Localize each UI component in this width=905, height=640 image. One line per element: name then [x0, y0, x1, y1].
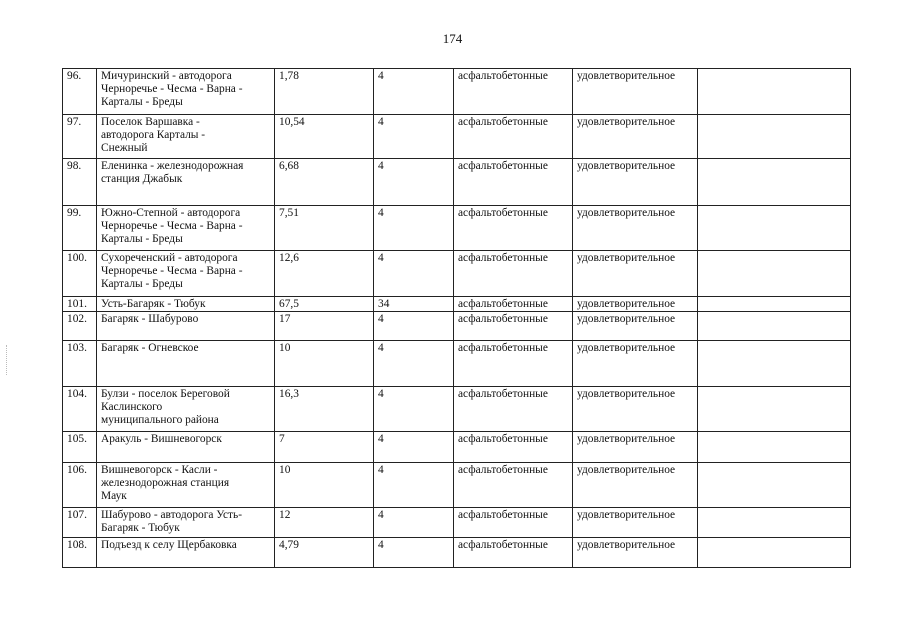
table-row — [63, 508, 851, 538]
condition-cell: удовлетворительное — [573, 432, 698, 463]
lanes-cell: 4 — [374, 538, 454, 568]
road-name-cell: Поселок Варшавка - автодорога Карталы - Снежный — [97, 115, 275, 159]
row-number-cell: 108. — [63, 538, 97, 568]
condition-cell: удовлетворительное — [573, 115, 698, 159]
row-number-cell: 103. — [63, 341, 97, 387]
road-name-cell: Багаряк - Шабурово — [97, 312, 275, 341]
condition-cell: удовлетворительное — [573, 341, 698, 387]
lanes-cell: 4 — [374, 463, 454, 508]
road-name-cell: Шабурово - автодорога Усть- Багаряк - Тюбук — [97, 508, 275, 538]
road-name-cell: Сухореченский - автодорога Черноречье - Чесма - Варна - Карталы - Бреды — [97, 251, 275, 297]
surface-type-cell: асфальтобетонные — [454, 387, 573, 432]
lanes-cell: 4 — [374, 69, 454, 115]
condition-cell: удовлетворительное — [573, 159, 698, 206]
table-row — [63, 538, 851, 568]
roads-table-body — [63, 69, 851, 568]
length-cell: 6,68 — [275, 159, 374, 206]
surface-type-cell: асфальтобетонные — [454, 69, 573, 115]
lanes-cell: 4 — [374, 159, 454, 206]
row-number-cell: 107. — [63, 508, 97, 538]
lanes-cell: 4 — [374, 387, 454, 432]
lanes-cell: 4 — [374, 251, 454, 297]
condition-cell: удовлетворительное — [573, 538, 698, 568]
roads-table — [62, 68, 851, 568]
notes-cell — [698, 432, 851, 463]
length-cell: 7,51 — [275, 206, 374, 251]
surface-type-cell: асфальтобетонные — [454, 159, 573, 206]
notes-cell — [698, 69, 851, 115]
row-number-cell: 101. — [63, 297, 97, 312]
condition-cell: удовлетворительное — [573, 206, 698, 251]
notes-cell — [698, 251, 851, 297]
lanes-cell: 4 — [374, 206, 454, 251]
row-number-cell: 102. — [63, 312, 97, 341]
condition-cell: удовлетворительное — [573, 297, 698, 312]
road-name-cell: Усть-Багаряк - Тюбук — [97, 297, 275, 312]
condition-cell: удовлетворительное — [573, 69, 698, 115]
margin-mark — [6, 345, 9, 375]
row-number-cell: 96. — [63, 69, 97, 115]
road-name-cell: Южно-Степной - автодорога Черноречье - Чесма - Варна - Карталы - Бреды — [97, 206, 275, 251]
lanes-cell: 4 — [374, 115, 454, 159]
condition-cell: удовлетворительное — [573, 251, 698, 297]
length-cell: 17 — [275, 312, 374, 341]
road-name-cell: Булзи - поселок Береговой Каслинского муниципального района — [97, 387, 275, 432]
length-cell: 16,3 — [275, 387, 374, 432]
lanes-cell: 4 — [374, 508, 454, 538]
length-cell: 12,6 — [275, 251, 374, 297]
lanes-cell: 4 — [374, 432, 454, 463]
road-name-cell: Мичуринский - автодорога Черноречье - Чесма - Варна - Карталы - Бреды — [97, 69, 275, 115]
table-row — [63, 251, 851, 297]
surface-type-cell: асфальтобетонные — [454, 538, 573, 568]
length-cell: 4,79 — [275, 538, 374, 568]
table-row — [63, 463, 851, 508]
surface-type-cell: асфальтобетонные — [454, 297, 573, 312]
page-number: 174 — [442, 31, 463, 46]
notes-cell — [698, 341, 851, 387]
notes-cell — [698, 387, 851, 432]
lanes-cell: 4 — [374, 312, 454, 341]
table-row — [63, 312, 851, 341]
length-cell: 67,5 — [275, 297, 374, 312]
notes-cell — [698, 538, 851, 568]
notes-cell — [698, 115, 851, 159]
row-number-cell: 106. — [63, 463, 97, 508]
notes-cell — [698, 508, 851, 538]
notes-cell — [698, 297, 851, 312]
row-number-cell: 98. — [63, 159, 97, 206]
surface-type-cell: асфальтобетонные — [454, 251, 573, 297]
road-name-cell: Вишневогорск - Касли - железнодорожная станция Маук — [97, 463, 275, 508]
lanes-cell: 34 — [374, 297, 454, 312]
surface-type-cell: асфальтобетонные — [454, 432, 573, 463]
road-name-cell: Подъезд к селу Щербаковка — [97, 538, 275, 568]
road-name-cell: Еленинка - железнодорожная станция Джабык — [97, 159, 275, 206]
row-number-cell: 104. — [63, 387, 97, 432]
lanes-cell: 4 — [374, 341, 454, 387]
table-row — [63, 341, 851, 387]
notes-cell — [698, 463, 851, 508]
notes-cell — [698, 312, 851, 341]
surface-type-cell: асфальтобетонные — [454, 115, 573, 159]
surface-type-cell: асфальтобетонные — [454, 508, 573, 538]
condition-cell: удовлетворительное — [573, 463, 698, 508]
notes-cell — [698, 159, 851, 206]
surface-type-cell: асфальтобетонные — [454, 341, 573, 387]
condition-cell: удовлетворительное — [573, 508, 698, 538]
notes-cell — [698, 206, 851, 251]
surface-type-cell: асфальтобетонные — [454, 312, 573, 341]
road-name-cell: Багаряк - Огневское — [97, 341, 275, 387]
road-name-cell: Аракуль - Вишневогорск — [97, 432, 275, 463]
row-number-cell: 99. — [63, 206, 97, 251]
length-cell: 12 — [275, 508, 374, 538]
table-row — [63, 206, 851, 251]
row-number-cell: 97. — [63, 115, 97, 159]
condition-cell: удовлетворительное — [573, 312, 698, 341]
length-cell: 10,54 — [275, 115, 374, 159]
table-row — [63, 432, 851, 463]
row-number-cell: 100. — [63, 251, 97, 297]
length-cell: 1,78 — [275, 69, 374, 115]
surface-type-cell: асфальтобетонные — [454, 463, 573, 508]
table-row — [63, 69, 851, 115]
surface-type-cell: асфальтобетонные — [454, 206, 573, 251]
table-row — [63, 297, 851, 312]
length-cell: 7 — [275, 432, 374, 463]
row-number-cell: 105. — [63, 432, 97, 463]
table-row — [63, 387, 851, 432]
condition-cell: удовлетворительное — [573, 387, 698, 432]
length-cell: 10 — [275, 463, 374, 508]
length-cell: 10 — [275, 341, 374, 387]
table-row — [63, 115, 851, 159]
table-row — [63, 159, 851, 206]
